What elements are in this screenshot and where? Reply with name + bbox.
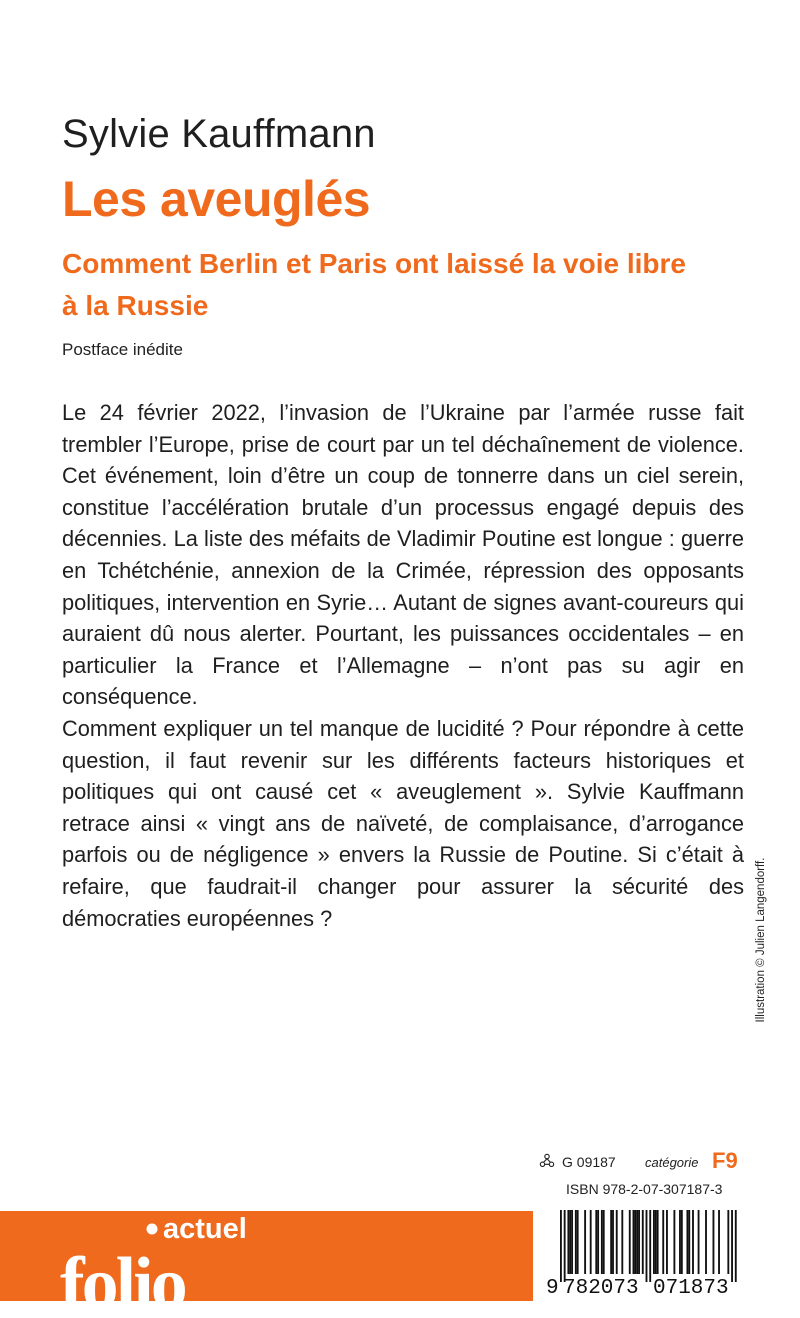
- barcode-bar: [564, 1210, 566, 1282]
- barcode-bar: [629, 1210, 631, 1274]
- barcode-bar: [666, 1210, 668, 1274]
- barcode-bar: [590, 1210, 592, 1274]
- barcode-bar: [653, 1210, 655, 1274]
- barcode-left-digits: 782073: [563, 1277, 639, 1299]
- barcode-bar: [727, 1210, 729, 1274]
- barcode-bar: [679, 1210, 681, 1274]
- blurb-paragraph-1: Le 24 février 2022, l’invasion de l’Ukraine par l’armée russe fait trembler l’Europe, prise de court par un tel déchaînement de violence. Cet événement, loin d’être un coup de tonnerre dans un ciel serein, constitue l’accélération brutale d’un processus engagé depuis des décennies. La liste des méfaits de Vladimir Poutine est longue : guerre en Tchétchénie, annexion de la Crimée, répression des opposants politiques, intervention en Syrie… Autant de signes avant-coureurs qui auraient dû nous alerter. Pourtant, les puissances occidentales – en particulier la France et l’Allemagne – n’ont pas su agir en conséquence.: [62, 400, 744, 710]
- illustration-credit-text: Illustration © Julien Langendorff.: [755, 857, 767, 1023]
- barcode-bar: [597, 1210, 599, 1274]
- author-name: Sylvie Kauffmann: [62, 112, 376, 156]
- barcode-bar: [601, 1210, 603, 1274]
- barcode-bar: [731, 1210, 733, 1282]
- barcode-bar: [713, 1210, 715, 1274]
- barcode-bar: [567, 1210, 569, 1274]
- barcode-bar: [616, 1210, 618, 1274]
- folio-actuel-logo: [60, 1198, 256, 1318]
- barcode-bar: [571, 1210, 573, 1274]
- barcode-bar: [705, 1210, 707, 1274]
- barcode-bar: [577, 1210, 579, 1274]
- folio-word: folio: [60, 1243, 185, 1318]
- barcode-bar: [649, 1210, 651, 1282]
- barcode-bar: [634, 1210, 636, 1274]
- barcode-bar: [673, 1210, 675, 1274]
- blurb-paragraph-2: Comment expliquer un tel manque de lucidité ? Pour répondre à cette question, il faut revenir sur les différents facteurs historiques et politiques qui ont causé cet « aveuglement ». Sylvie Kauffmann retrace ainsi « vingt ans de naïveté, de complaisance, d’arrogance parfois ou de négligence » envers la Russie de Poutine. Si c’était à refaire, que faudrait-il changer pour assurer la sécurité des démocraties européennes ?: [62, 715, 744, 931]
- gallimard-logo-icon: [538, 1152, 556, 1170]
- collection-code: G 09187: [562, 1154, 616, 1170]
- barcode-bar: [621, 1210, 623, 1274]
- illustration-credit: [752, 845, 770, 1035]
- barcode-bar: [681, 1210, 683, 1274]
- barcode-first-digit: 9: [546, 1277, 559, 1299]
- book-title: Les aveuglés: [62, 171, 371, 227]
- barcode-bar: [633, 1210, 635, 1274]
- barcode: [544, 1207, 747, 1299]
- barcode-bar: [584, 1210, 586, 1274]
- logo-dot: [147, 1224, 158, 1235]
- barcode-right-digits: 071873: [653, 1277, 729, 1299]
- barcode-graphic: [544, 1207, 747, 1299]
- isbn-line: ISBN 978-2-07-307187-3: [566, 1181, 723, 1197]
- barcode-bar: [735, 1210, 737, 1282]
- barcode-bar: [662, 1210, 664, 1274]
- publisher-meta: [538, 1148, 748, 1176]
- barcode-bar: [642, 1210, 644, 1274]
- barcode-bar: [688, 1210, 690, 1274]
- actuel-word: actuel: [163, 1213, 247, 1245]
- barcode-bar: [692, 1210, 694, 1274]
- barcode-bar: [718, 1210, 720, 1274]
- barcode-bar: [595, 1210, 597, 1274]
- category-value: F9: [712, 1148, 738, 1173]
- barcode-bar: [575, 1210, 577, 1274]
- barcode-bar: [686, 1210, 688, 1274]
- postface-note: Postface inédite: [62, 340, 183, 359]
- barcode-bar: [655, 1210, 657, 1274]
- barcode-bar: [657, 1210, 659, 1274]
- barcode-bar: [646, 1210, 648, 1282]
- barcode-bar: [560, 1210, 562, 1282]
- barcode-bar: [636, 1210, 638, 1274]
- barcode-bar: [610, 1210, 612, 1274]
- blurb-text: [62, 397, 744, 934]
- subtitle-line-2: à la Russie: [62, 290, 209, 321]
- barcode-bar: [698, 1210, 700, 1274]
- barcode-bar: [603, 1210, 605, 1274]
- subtitle-line-1: Comment Berlin et Paris ont laissé la voie libre: [62, 248, 686, 279]
- barcode-bar: [638, 1210, 640, 1274]
- barcode-bar: [569, 1210, 571, 1274]
- category-label: catégorie: [645, 1155, 699, 1170]
- book-subtitle: [62, 243, 742, 327]
- barcode-bar: [612, 1210, 614, 1274]
